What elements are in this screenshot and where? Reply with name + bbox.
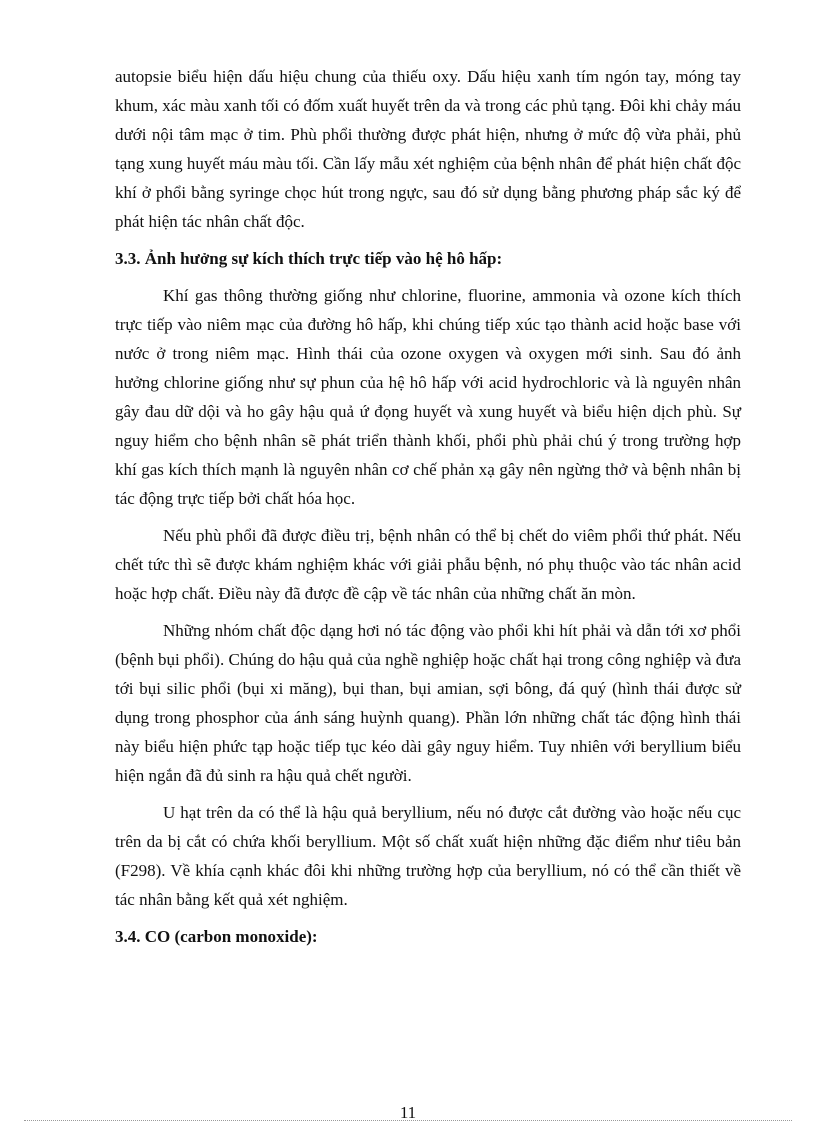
page-content — [115, 62, 741, 959]
paragraph-pulmonary-edema: Nếu phù phổi đã được điều trị, bệnh nhân có thể bị chết do viêm phổi thứ phát. Nếu chết tức thì sẽ được khám nghiệm khác với giải phẫu bệnh, nó phụ thuộc vào tác nhân acid hoặc hợp chất. Điều này đã được đề cập về tác nhân của những chất ăn mòn. — [115, 526, 741, 603]
paragraph-pneumoconiosis: Những nhóm chất độc dạng hơi nó tác động vào phổi khi hít phải và dẫn tới xơ phổi (bệnh bụi phổi). Chúng do hậu quả của nghề nghiệp hoặc chất hại trong công nghiệp và đưa tới bụi silic phổi (bụi xi măng), bụi than, bụi amian, sợi bông, đá quý (hình thái được sử dụng trong phosphor của ánh sáng huỳnh quang). Phần lớn những chất tác động hình thái này biểu hiện phức tạp hoặc tiếp tục kéo dài gây nguy hiểm. Tuy nhiên với beryllium biểu hiện ngắn đã đủ sinh ra hậu quả chết người. — [115, 621, 741, 785]
section-heading-3-4: 3.4. CO (carbon monoxide): — [115, 927, 318, 946]
page-number: 11 — [399, 1103, 417, 1122]
section-heading-3-3: 3.3. Ảnh hưởng sự kích thích trực tiếp vào hệ hô hấp: — [115, 249, 503, 268]
paragraph-beryllium-granuloma: U hạt trên da có thể là hậu quả beryllium, nếu nó được cắt đường vào hoặc nếu cục trên da bị cắt có chứa khối beryllium. Một số chất xuất hiện những đặc điểm như tiêu bản (F298). Về khía cạnh khác đôi khi những trường hợp của beryllium, nó có thể cần thiết về tác nhân bằng kết quả xét nghiệm. — [115, 803, 741, 909]
paragraph-autopsy-findings: autopsie biểu hiện dấu hiệu chung của thiếu oxy. Dấu hiệu xanh tím ngón tay, móng tay khum, xác màu xanh tối có đốm xuất huyết trên da và trong các phủ tạng. Đôi khi chảy máu dưới nội tâm mạc ở tim. Phù phổi thường được phát hiện, nhưng ở mức độ vừa phải, phủ tạng xung huyết máu màu tối. Cần lấy mẫu xét nghiệm của bệnh nhân để phát hiện chất độc khí ở phổi bằng syringe chọc hút trong ngực, sau đó sử dụng bằng phương pháp sắc ký để phát hiện tác nhân chất độc. — [115, 67, 741, 231]
paragraph-irritant-gases: Khí gas thông thường giống như chlorine, fluorine, ammonia và ozone kích thích trực tiếp vào niêm mạc của đường hô hấp, khi chúng tiếp xúc tạo thành acid hoặc base với nước ở trong niêm mạc. Hình thái của ozone oxygen và oxygen mới sinh. Sau đó ảnh hưởng chlorine giống như sự phun của hệ hô hấp với acid hydrochloric và là nguyên nhân gây đau dữ dội và ho gây hậu quả ứ đọng huyết và xung huyết và biểu hiện dịch phù. Sự nguy hiểm cho bệnh nhân sẽ phát triển thành khối, phổi phù phải chú ý trong trường hợp khí gas kích thích mạnh là nguyên nhân cơ chế phản xạ gây nên ngừng thở và bệnh nhân bị tác động trực tiếp bởi chất hóa học. — [115, 286, 741, 508]
footer-divider — [24, 1120, 792, 1121]
